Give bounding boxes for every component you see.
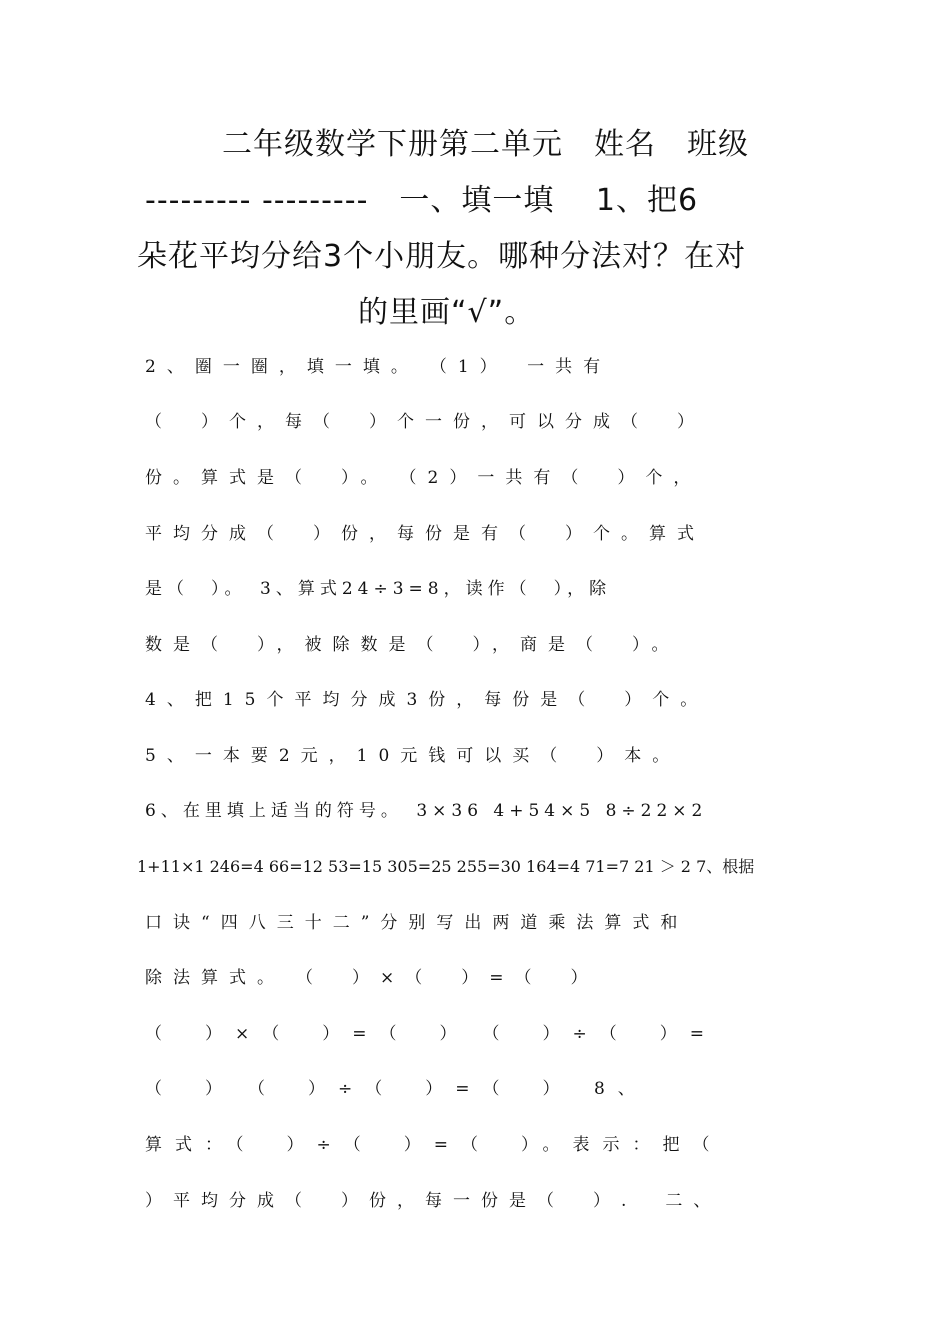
question-line: （ ） （ ）÷（ ）=（ ） 8、 <box>145 1079 648 1099</box>
question-line: ）平均分成（ ）份，每一份是（ ）. 二、 <box>145 1191 722 1211</box>
heading-line-4: 的里画“√”。 <box>358 295 536 330</box>
question-line: （ ）个，每（ ）个一份，可以分成（ ） <box>145 412 705 432</box>
question-line: 6、在里填上适当的符号。 3×36 4+54×5 8÷22×2 <box>145 801 708 821</box>
question-line: 是（ ）。 3、算式24÷3=8，读作（ ），除 <box>145 579 612 599</box>
question-line: 4、把15个平均分成3份，每份是（ ）个。 <box>145 690 709 710</box>
heading-line-2: --------- --------- 一、填一填 1、把6 <box>145 183 699 218</box>
worksheet-title: 二年级数学下册第二单元 姓名 班级 <box>222 127 749 162</box>
question-line: 数是（ ），被除数是（ ），商是（ ）。 <box>145 635 680 655</box>
question-line: 份。算式是（ ）。 （2）一共有（ ）个， <box>145 468 702 488</box>
question-line: 2、圈一圈，填一填。 （1） 一共有 <box>145 357 612 377</box>
question-line: （ ）×（ ）=（ ） （ ）÷（ ）= <box>145 1024 717 1044</box>
question-line: 算式：（ ）÷（ ）=（ ）。表示：把（ <box>145 1135 723 1155</box>
question-line: 1+11×1 246=4 66=12 53=15 305=25 255=30 164=4 71=7 21 ＞ 2 7、根据 <box>137 857 755 876</box>
question-line: 口诀“四八三十二”分别写出两道乘法算式和 <box>145 913 689 933</box>
question-line: 平均分成（ ）份，每份是有（ ）个。算式 <box>145 524 705 544</box>
question-line: 除法算式。 （ ）×（ ）=（ ） <box>145 968 599 988</box>
heading-line-3: 朵花平均分给3个小朋友。哪种分法对？在对 <box>137 239 747 274</box>
question-line: 5、一本要2元，10元钱可以买（ ）本。 <box>145 746 681 766</box>
